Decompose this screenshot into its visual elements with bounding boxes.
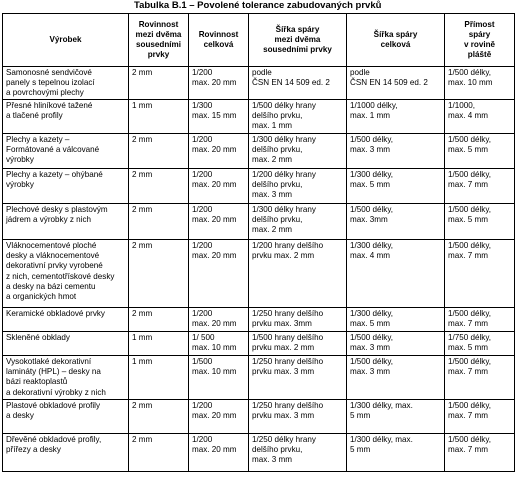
cell-line: 1/500 délky,	[448, 68, 492, 77]
header-line: sousedními prvky	[263, 45, 332, 55]
gap-total-cell	[347, 332, 445, 356]
cell-line: 1/500 délky,	[448, 241, 492, 251]
straightness-cell	[445, 169, 515, 204]
straightness-cell	[445, 399, 515, 433]
cell-line: 1/300 délky hrany	[252, 135, 316, 145]
straightness-cell	[445, 308, 515, 332]
gap-total-cell	[347, 308, 445, 332]
header-row	[3, 14, 515, 67]
cell-line: prvku max. 3 mm	[252, 367, 315, 377]
cell-line: max. 4 mm	[350, 251, 391, 261]
cell-line: max. 20 mm	[192, 251, 237, 261]
flatness-total-cell	[189, 308, 249, 332]
cell-line: a povrchovými plechy	[6, 88, 84, 98]
cell-line: max. 5 mm	[350, 319, 391, 329]
cell-line: delšího prvku,	[252, 111, 303, 121]
header-flatness-total	[189, 14, 249, 67]
header-line: Rovinnost	[138, 19, 179, 29]
cell-line: max. 20 mm	[192, 410, 237, 420]
cell-line: 1/300	[192, 101, 213, 111]
header-line: v rovině	[463, 40, 496, 49]
header-line: celková	[380, 40, 411, 49]
flatness-total-cell	[189, 240, 249, 308]
cell-line: 1/500 délky,	[448, 309, 492, 319]
gap-total-cell	[347, 67, 445, 100]
header-gap-total	[347, 14, 445, 67]
straightness-cell	[445, 134, 515, 169]
cell-line: Plechové desky s plastovým	[6, 205, 108, 215]
cell-line: bázi reaktoplastů	[6, 377, 68, 387]
cell-line: 1/200	[192, 205, 213, 215]
cell-line: max. 3 mm	[350, 367, 391, 377]
cell-line: max. 7 mm	[448, 251, 489, 261]
gap-adjacent-cell	[249, 240, 347, 308]
cell-line: 1/500 hrany delšího	[252, 333, 324, 343]
cell-line: 1/200	[192, 309, 213, 319]
straightness-cell	[445, 67, 515, 100]
cell-line: max. 5 mm	[448, 343, 489, 353]
cell-line: 1/250 délky hrany	[252, 434, 316, 444]
straightness-cell	[445, 240, 515, 308]
table-title: Tabulka B.1 – Povolené tolerance zabudovaných prvků	[134, 0, 382, 11]
cell-line: 1/250 hrany delšího	[252, 309, 324, 319]
gap-total-cell	[347, 169, 445, 204]
table-row	[3, 100, 515, 134]
gap-adjacent-cell	[249, 356, 347, 399]
cell-line: 1/300 délky, max.	[350, 434, 413, 444]
cell-line: max. 10 mm	[192, 367, 237, 377]
cell-line: 2 mm	[132, 241, 153, 251]
cell-line: 1/500 délky,	[350, 205, 394, 215]
cell-line: 5 mm	[350, 410, 371, 420]
cell-line: a desky na bázi cementu	[6, 281, 96, 291]
gap-adjacent-cell	[249, 204, 347, 240]
flatness-total-cell	[189, 356, 249, 399]
cell-line: 2 mm	[132, 205, 153, 215]
cell-line: max. 7 mm	[448, 319, 489, 329]
gap-total-cell	[347, 100, 445, 134]
cell-line: 2 mm	[132, 68, 153, 77]
table-row	[3, 204, 515, 240]
cell-line: max. 2 mm	[252, 225, 293, 235]
gap-total-cell	[347, 134, 445, 169]
cell-line: a dekorativní výrobky z nich	[6, 387, 106, 397]
cell-line: max. 5 mm	[448, 145, 489, 155]
straightness-cell	[445, 356, 515, 399]
gap-adjacent-cell	[249, 67, 347, 100]
cell-line: max. 2 mm	[252, 155, 293, 165]
table-row	[3, 308, 515, 332]
header-line: Výrobek	[49, 34, 82, 44]
cell-line: panely s tepelnou izolací	[6, 78, 95, 88]
cell-line: 1/200	[192, 241, 213, 251]
cell-line: Samonosné sendvičové	[6, 68, 92, 77]
cell-line: max. 3 mm	[350, 145, 391, 155]
straightness-cell	[445, 433, 515, 471]
cell-line: Keramické obkladové prvky	[6, 309, 105, 319]
cell-line: prvku max. 3mm	[252, 319, 312, 329]
header-straightness	[445, 14, 515, 67]
cell-line: 1/1000,	[448, 101, 476, 111]
product-cell	[3, 308, 129, 332]
table-row	[3, 332, 515, 356]
gap-total-cell	[347, 433, 445, 471]
product-cell	[3, 204, 129, 240]
cell-line: max. 20 mm	[192, 145, 237, 155]
table-row	[3, 399, 515, 433]
cell-line: 1/500 délky,	[448, 434, 492, 444]
straightness-cell	[445, 100, 515, 134]
cell-line: max. 1 mm	[350, 111, 391, 121]
flatness-adjacent-cell	[129, 332, 189, 356]
gap-adjacent-cell	[249, 433, 347, 471]
gap-total-cell	[347, 399, 445, 433]
cell-line: max. 10 mm	[448, 78, 493, 88]
cell-line: 1/500	[192, 357, 213, 367]
cell-line: 1/500 délky,	[448, 205, 492, 215]
header-line: celková	[203, 40, 234, 49]
cell-line: Skleněné obklady	[6, 333, 70, 343]
cell-line: Vysokotlaké dekorativní	[6, 357, 92, 367]
cell-line: 1/500 délky,	[350, 357, 394, 367]
header-line: Přímost	[464, 19, 495, 29]
gap-adjacent-cell	[249, 169, 347, 204]
cell-line: 1/250 hrany delšího	[252, 400, 324, 410]
flatness-adjacent-cell	[129, 169, 189, 204]
header-line: mezi dvěma	[274, 34, 321, 44]
flatness-adjacent-cell	[129, 100, 189, 134]
straightness-cell	[445, 204, 515, 240]
cell-line: 1/200	[192, 434, 213, 444]
flatness-total-cell	[189, 67, 249, 100]
cell-line: prvku max. 2 mm	[252, 343, 315, 353]
header-line: Šířka spáry	[275, 24, 320, 34]
header-line: Šířka spáry	[373, 29, 418, 39]
cell-line: 1/200 hrany delšího	[252, 241, 324, 251]
tolerance-table	[2, 13, 515, 472]
straightness-cell	[445, 332, 515, 356]
cell-line: max. 15 mm	[192, 111, 237, 121]
gap-adjacent-cell	[249, 332, 347, 356]
flatness-adjacent-cell	[129, 308, 189, 332]
flatness-adjacent-cell	[129, 134, 189, 169]
flatness-total-cell	[189, 134, 249, 169]
cell-line: max. 3 mm	[252, 190, 293, 200]
cell-line: 5 mm	[350, 444, 371, 454]
flatness-adjacent-cell	[129, 433, 189, 471]
cell-line: 1/250 hrany delšího	[252, 357, 324, 367]
cell-line: ČSN EN 14 509 ed. 2	[350, 78, 428, 88]
cell-line: delšího prvku,	[252, 145, 303, 155]
cell-line: 1/500 délky hrany	[252, 101, 316, 111]
cell-line: výrobky	[6, 155, 34, 165]
product-cell	[3, 100, 129, 134]
cell-line: 1/200	[192, 68, 213, 77]
cell-line: 1/300 délky,	[350, 170, 394, 180]
cell-line: 1/200 délky hrany	[252, 170, 316, 180]
cell-line: 1/200	[192, 400, 213, 410]
header-line: Rovinnost	[198, 29, 239, 39]
product-cell	[3, 67, 129, 100]
flatness-adjacent-cell	[129, 204, 189, 240]
header-line: sousedními	[136, 40, 181, 49]
cell-line: max. 5 mm	[448, 215, 489, 225]
product-cell	[3, 332, 129, 356]
flatness-total-cell	[189, 399, 249, 433]
header-line: pláště	[467, 50, 492, 60]
product-cell	[3, 134, 129, 169]
gap-total-cell	[347, 356, 445, 399]
table-row	[3, 240, 515, 308]
table-row	[3, 356, 515, 399]
cell-line: max. 5 mm	[350, 180, 391, 190]
table-row	[3, 169, 515, 204]
cell-line: max. 7 mm	[448, 367, 489, 377]
flatness-total-cell	[189, 332, 249, 356]
gap-total-cell	[347, 240, 445, 308]
cell-line: max. 20 mm	[192, 444, 237, 454]
cell-line: a organických hmot	[6, 291, 77, 301]
header-product	[3, 14, 129, 67]
table-row	[3, 67, 515, 100]
flatness-adjacent-cell	[129, 67, 189, 100]
cell-line: 2 mm	[132, 135, 153, 145]
cell-line: 1/200	[192, 135, 213, 145]
table-row	[3, 433, 515, 471]
cell-line: podle	[252, 68, 272, 77]
header-flatness-adjacent	[129, 14, 189, 67]
gap-total-cell	[347, 204, 445, 240]
cell-line: 1/500 délky,	[448, 357, 492, 367]
gap-adjacent-cell	[249, 308, 347, 332]
cell-line: max. 7 mm	[448, 410, 489, 420]
cell-line: max. 20 mm	[192, 78, 237, 88]
cell-line: 1 mm	[132, 357, 153, 367]
gap-adjacent-cell	[249, 100, 347, 134]
header-gap-adjacent	[249, 14, 347, 67]
cell-line: delšího prvku,	[252, 180, 303, 190]
cell-line: Vláknocementové ploché	[6, 241, 97, 251]
cell-line: Přesné hliníkové tažené	[6, 101, 93, 111]
cell-line: max. 7 mm	[448, 444, 489, 454]
cell-line: Dřevěné obkladové profily,	[6, 434, 102, 444]
cell-line: prvku max. 3 mm	[252, 410, 315, 420]
cell-line: lamináty (HPL) – desky na	[6, 367, 101, 377]
cell-line: 1/500 délky,	[350, 333, 394, 343]
cell-line: 1/300 délky hrany	[252, 205, 316, 215]
cell-line: 2 mm	[132, 434, 153, 444]
cell-line: 1/300 délky,	[350, 241, 394, 251]
cell-line: 2 mm	[132, 170, 153, 180]
cell-line: max. 10 mm	[192, 343, 237, 353]
product-cell	[3, 240, 129, 308]
cell-line: prvku max. 2 mm	[252, 251, 315, 261]
flatness-adjacent-cell	[129, 240, 189, 308]
product-cell	[3, 433, 129, 471]
product-cell	[3, 356, 129, 399]
cell-line: 1/ 500	[192, 333, 215, 343]
header-line: mezi dvěma	[135, 29, 182, 39]
cell-line: a tlačené profily	[6, 111, 63, 121]
cell-line: a desky	[6, 410, 34, 420]
cell-line: ČSN EN 14 509 ed. 2	[252, 78, 330, 88]
header-line: spáry	[468, 29, 491, 39]
cell-line: 2 mm	[132, 309, 153, 319]
cell-line: Plechy a kazety –	[6, 135, 70, 145]
cell-line: desky a vláknocementové	[6, 251, 100, 261]
table-row	[3, 134, 515, 169]
cell-line: 1/1000 délky,	[350, 101, 398, 111]
cell-line: 1/300 délky, max.	[350, 400, 413, 410]
cell-line: Plechy a kazety – ohýbané	[6, 170, 103, 180]
flatness-adjacent-cell	[129, 356, 189, 399]
flatness-total-cell	[189, 433, 249, 471]
cell-line: 1/500 délky,	[448, 170, 492, 180]
gap-adjacent-cell	[249, 134, 347, 169]
cell-line: 1/500 délky,	[448, 400, 492, 410]
cell-line: 1/200	[192, 170, 213, 180]
cell-line: max. 1 mm	[252, 121, 293, 131]
cell-line: 1/500 délky,	[350, 135, 394, 145]
cell-line: delšího prvku,	[252, 215, 303, 225]
cell-line: přířezy a desky	[6, 444, 61, 454]
cell-line: 1/300 délky,	[350, 309, 394, 319]
gap-adjacent-cell	[249, 399, 347, 433]
cell-line: max. 3mm	[350, 215, 388, 225]
cell-line: max. 3 mm	[252, 454, 293, 464]
cell-line: max. 4 mm	[448, 111, 489, 121]
cell-line: max. 7 mm	[448, 180, 489, 190]
table-body	[3, 67, 515, 472]
flatness-total-cell	[189, 204, 249, 240]
cell-line: výrobky	[6, 180, 34, 190]
cell-line: Formátované a válcované	[6, 145, 100, 155]
cell-line: 1 mm	[132, 101, 153, 111]
product-cell	[3, 169, 129, 204]
flatness-total-cell	[189, 100, 249, 134]
cell-line: 2 mm	[132, 400, 153, 410]
cell-line: max. 20 mm	[192, 215, 237, 225]
cell-line: max. 20 mm	[192, 319, 237, 329]
cell-line: 1 mm	[132, 333, 153, 343]
flatness-total-cell	[189, 169, 249, 204]
cell-line: z nich, cementotřískové desky	[6, 271, 115, 281]
header-line: prvky	[147, 50, 170, 60]
cell-line: 1/750 délky,	[448, 333, 492, 343]
cell-line: 1/500 délky,	[448, 135, 492, 145]
cell-line: delšího prvku,	[252, 444, 303, 454]
product-cell	[3, 399, 129, 433]
cell-line: max. 20 mm	[192, 180, 237, 190]
cell-line: Plastové obkladové profily	[6, 400, 101, 410]
cell-line: max. 3 mm	[350, 343, 391, 353]
flatness-adjacent-cell	[129, 399, 189, 433]
cell-line: podle	[350, 68, 370, 77]
cell-line: dekorativní prvky vyrobené	[6, 261, 103, 271]
cell-line: jádrem a výrobky z nich	[6, 215, 92, 225]
